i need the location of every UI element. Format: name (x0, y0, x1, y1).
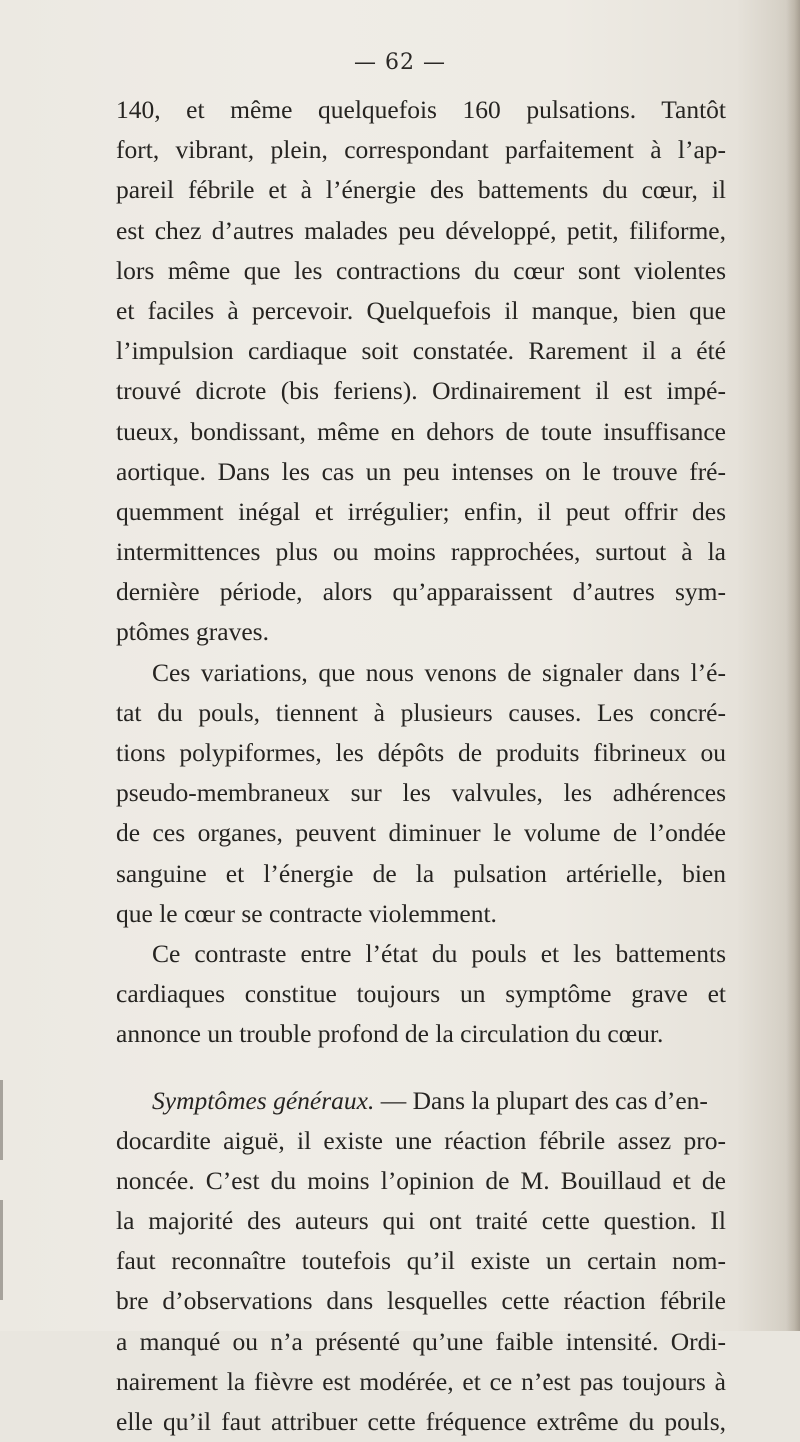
text-run: — Dans la plupart des cas d’en- (374, 1086, 708, 1115)
text-line: quemment inégal et irrégulier; enfin, il peut offrir des (116, 492, 726, 532)
paragraph (116, 653, 726, 934)
text-line: nairement la fièvre est modérée, et ce n’est pas toujours à (116, 1362, 726, 1402)
text-line: faut reconnaître toutefois qu’il existe un certain nom- (116, 1241, 726, 1281)
text-line: bre d’observations dans lesquelles cette réaction fébrile (116, 1281, 726, 1321)
text-line: tueux, bondissant, même en dehors de toute insuffisance (116, 412, 726, 452)
text-line: elle qu’il faut attribuer cette fréquence extrême du pouls, (116, 1402, 726, 1442)
text-line: trouvé dicrote (bis feriens). Ordinairement il est impé- (116, 371, 726, 411)
text-line: docardite aiguë, il existe une réaction fébrile assez pro- (116, 1121, 726, 1161)
text-line: pseudo-membraneux sur les valvules, les adhérences (116, 773, 726, 813)
page-edge-shadow (786, 0, 800, 1331)
paragraph (116, 934, 726, 1055)
text-line: la majorité des auteurs qui ont traité cette question. Il (116, 1201, 726, 1241)
text-line: que le cœur se contracte violemment. (116, 894, 726, 934)
text-line: tat du pouls, tiennent à plusieurs causes. Les concré- (116, 693, 726, 733)
text-line: aortique. Dans les cas un peu intenses on le trouve fré- (116, 452, 726, 492)
text-line: intermittences plus ou moins rapprochées, surtout à la (116, 532, 726, 572)
page-number-header: — 62 — (0, 50, 800, 75)
text-line: et faciles à percevoir. Quelquefois il manque, bien que (116, 291, 726, 331)
text-line (116, 1081, 726, 1121)
paragraph-gap (116, 1055, 726, 1081)
text-line: ptômes graves. (116, 612, 726, 652)
text-line: noncée. C’est du moins l’opinion de M. Bouillaud et de (116, 1161, 726, 1201)
text-line: Ce contraste entre l’état du pouls et les battements (116, 934, 726, 974)
text-line: annonce un trouble profond de la circulation du cœur. (116, 1014, 726, 1054)
left-margin-mark (0, 1080, 3, 1160)
text-line: a manqué ou n’a présenté qu’une faible intensité. Ordi- (116, 1322, 726, 1362)
text-line: est chez d’autres malades peu développé, petit, filiforme, (116, 211, 726, 251)
paragraph (116, 90, 726, 653)
text-line: sanguine et l’énergie de la pulsation artérielle, bien (116, 854, 726, 894)
text-line: 140, et même quelquefois 160 pulsations. Tantôt (116, 90, 726, 130)
text-line: l’impulsion cardiaque soit constatée. Rarement il a été (116, 331, 726, 371)
text-line: de ces organes, peuvent diminuer le volume de l’ondée (116, 813, 726, 853)
text-line: dernière période, alors qu’apparaissent d’autres sym- (116, 572, 726, 612)
left-margin-mark (0, 1200, 3, 1300)
text-line: cardiaques constitue toujours un symptôme grave et (116, 974, 726, 1014)
text-line: fort, vibrant, plein, correspondant parfaitement à l’ap- (116, 130, 726, 170)
text-line: tions polypiformes, les dépôts de produits fibrineux ou (116, 733, 726, 773)
section-heading: Symptômes généraux. (152, 1086, 374, 1115)
text-line: lors même que les contractions du cœur sont violentes (116, 251, 726, 291)
text-line: Ces variations, que nous venons de signaler dans l’é- (116, 653, 726, 693)
body-text (116, 90, 726, 1442)
text-line: pareil fébrile et à l’énergie des battements du cœur, il (116, 170, 726, 210)
paragraph (116, 1081, 726, 1442)
